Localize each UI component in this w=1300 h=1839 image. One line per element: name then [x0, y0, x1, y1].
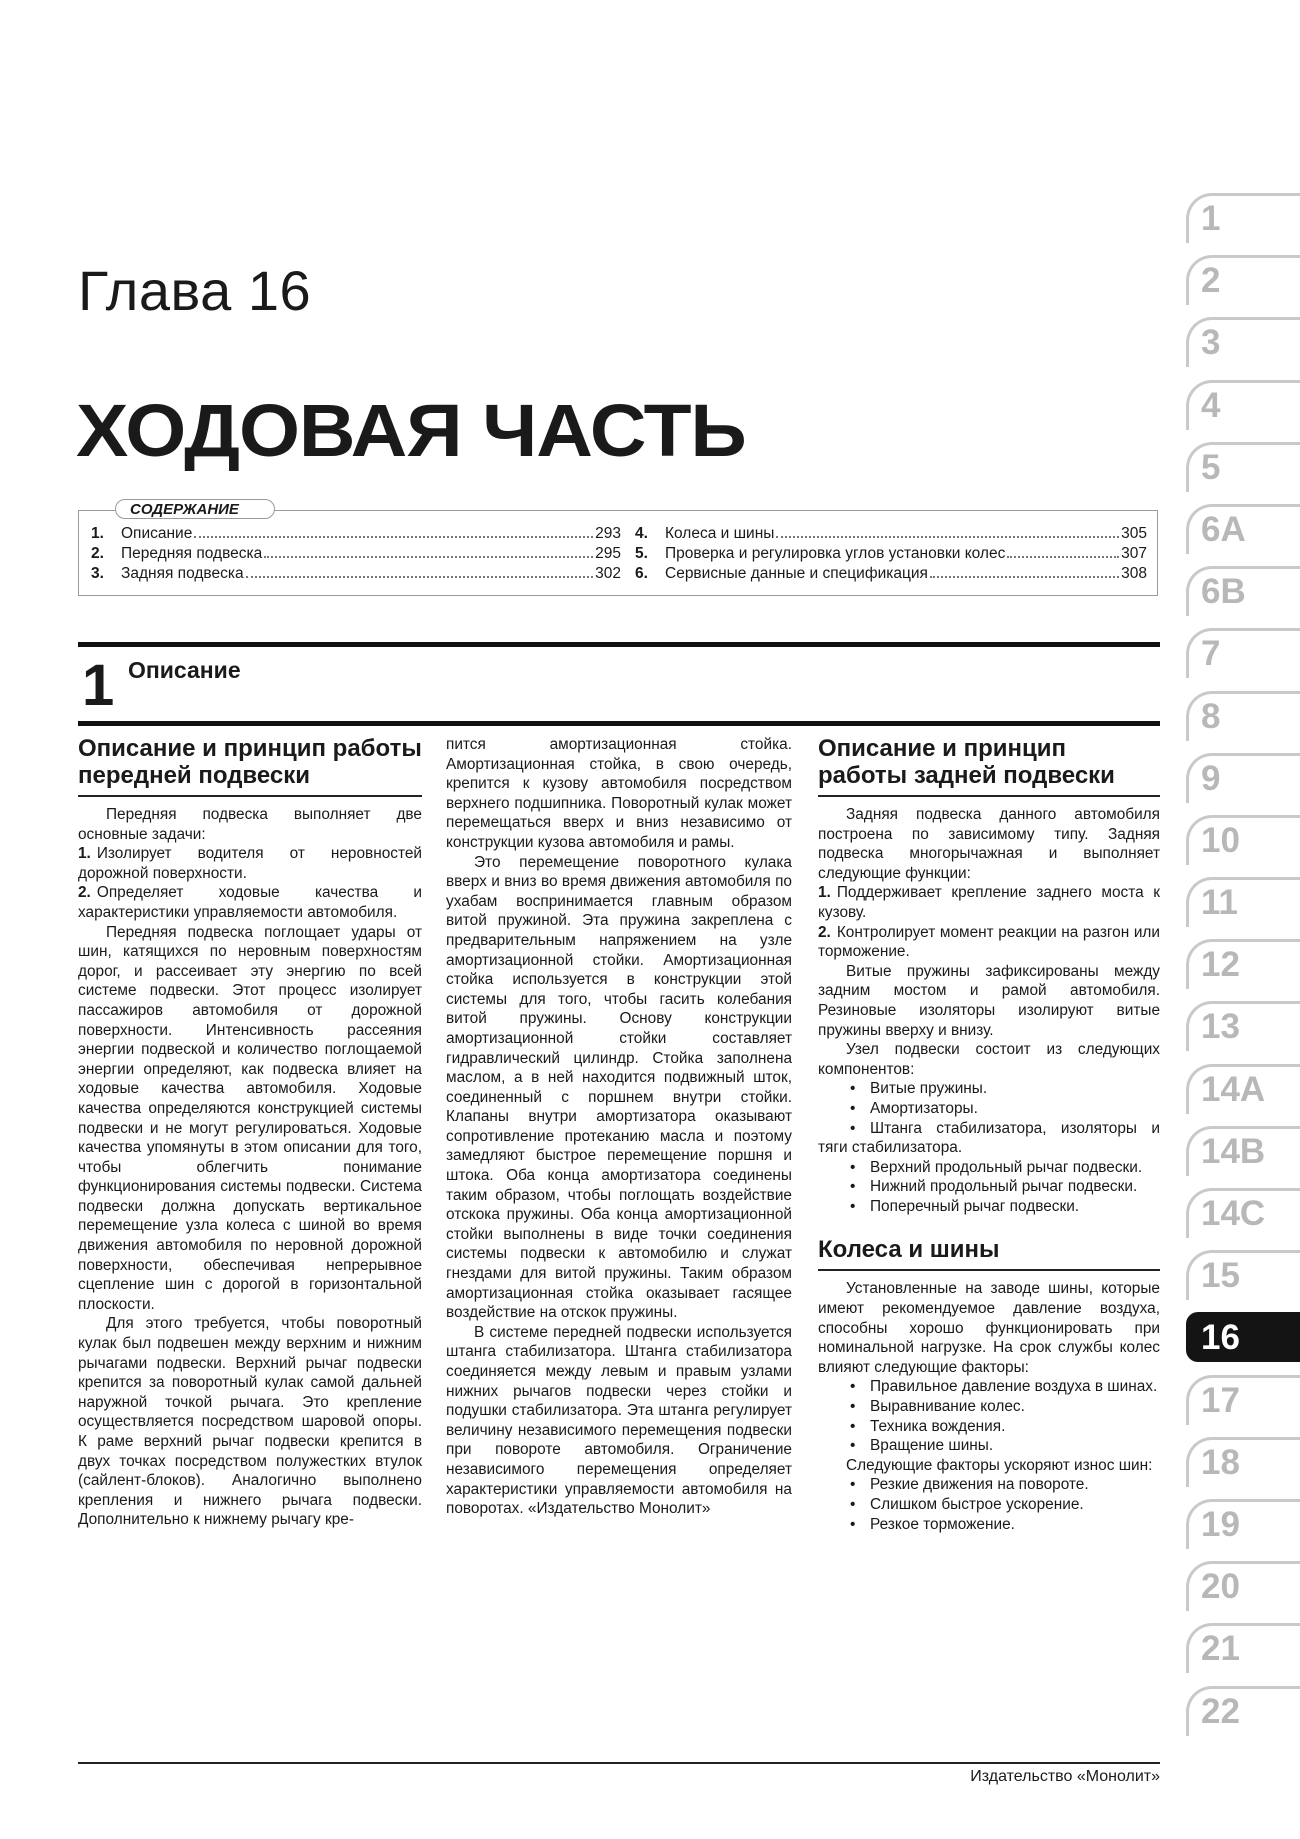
text-column-1	[78, 735, 422, 1530]
section-rule-bottom	[78, 721, 1160, 726]
chapter-tab-13[interactable]: 13	[1186, 1001, 1300, 1051]
chapter-tab-7[interactable]: 7	[1186, 628, 1300, 678]
paragraph: Следующие факторы ускоряют износ шин:	[846, 1456, 1153, 1474]
toc-item-text: Описание	[121, 525, 193, 542]
section-rule-top	[78, 642, 1160, 647]
toc-leader	[930, 576, 1119, 578]
toc-item-text: Колеса и шины	[665, 525, 775, 542]
bullet-list	[818, 1475, 1160, 1534]
list-item: • Витые пружины.	[818, 1079, 1160, 1099]
chapter-tab-12[interactable]: 12	[1186, 939, 1300, 989]
chapter-tab-16-active[interactable]: 16	[1186, 1312, 1300, 1362]
chapter-tab-22[interactable]: 22	[1186, 1686, 1300, 1736]
chapter-tab-9[interactable]: 9	[1186, 753, 1300, 803]
chapter-tab-8[interactable]: 8	[1186, 691, 1300, 741]
toc-item-page: 302	[595, 565, 621, 582]
toc-item-page: 308	[1121, 565, 1147, 582]
toc-item-page: 307	[1121, 545, 1147, 562]
toc-item-text: Проверка и регулировка углов установки колес	[665, 545, 1006, 562]
chapter-tab-20[interactable]: 20	[1186, 1561, 1300, 1611]
chapter-tab-17[interactable]: 17	[1186, 1375, 1300, 1425]
item-number: 2.	[818, 923, 831, 941]
chapter-tabs	[1186, 193, 1300, 1748]
paragraph: Витые пружины зафиксированы между задним мостом и рамой автомобиля. Резиновые изоляторы изолируют витые пружины вверху и внизу.	[818, 962, 1160, 1039]
chapter-tab-19[interactable]: 19	[1186, 1499, 1300, 1549]
item-text: Контролирует момент реакции на разгон или торможение.	[818, 923, 1160, 961]
numbered-item	[818, 883, 1160, 922]
toc-leader	[1007, 556, 1119, 558]
toc-item[interactable]	[91, 545, 621, 565]
table-of-contents	[78, 501, 1158, 596]
toc-column-right	[635, 525, 1147, 585]
paragraph: Это перемещение поворотного кулака вверх и вниз во время движения автомобиля по ухабам воспринимается главным образом витой пружиной. Эта пружина закреплена с предварительным напряжением на узле амортизационной стойки. Амортизационная стойка используется в конструкции этой системы для того, чтобы гасить колебания витой пружины. Основу конструкции амортизационной стойки составляет гидравлический цилиндр. Стойка заполнена маслом, а в ней находится подвижный шток, соединенный с поршнем внутри стойки. Клапаны внутри амортизатора оказывают сопротивление протеканию масла и поэтому замедляют быстрое перемещение поршня и штока. Оба конца амортизатора соединены таким образом, чтобы поглощать воздействие отскока пружины. Оба конца амортизационной стойки выполнены в виде точки соединения системы подвески к автомобилю и служат гнездами для витой пружины. Таким образом амортизационная стойка оказывает гасящее воздействие на отскок пружины.	[446, 853, 792, 1322]
section-title: Описание	[128, 657, 241, 683]
subsection-heading: Описание и принцип работы передней подвески	[78, 735, 422, 797]
item-text: Определяет ходовые качества и характеристики управляемости автомобиля.	[78, 884, 422, 921]
paragraph: Передняя подвеска выполняет две основные задачи:	[78, 806, 422, 843]
item-text: Поддерживает крепление заднего моста к кузову.	[818, 884, 1160, 921]
toc-item-page: 295	[595, 545, 621, 562]
toc-label: СОДЕРЖАНИЕ	[115, 499, 275, 519]
paragraph: Для этого требуется, чтобы поворотный кулак был подвешен между верхним и нижним рычагами подвески. Верхний рычаг подвески крепится за поворотный кулак самой дальней наружной точкой рычага. Это крепление осуществляется посредством шаровой опоры. К раме верхний рычаг подвески крепится в двух точках посредством полужестких втулок (сайлент-блоков). Аналогично выполнено крепления и нижнего рычага подвески. Дополнительно к нижнему рычагу кре-	[78, 1315, 422, 1529]
chapter-tab-3[interactable]: 3	[1186, 317, 1300, 367]
list-item: • Штанга стабилизатора, изоляторы и тяги стабилизатора.	[818, 1119, 1160, 1158]
toc-item-page: 293	[595, 525, 621, 542]
paragraph: Установленные на заводе шины, которые имеют рекомендуемое давление воздуха, способны хорошо функционировать при номинальной нагрузке. На срок службы колес влияют следующие факторы:	[818, 1280, 1160, 1376]
toc-item[interactable]	[91, 565, 621, 585]
toc-item-number: 5.	[635, 545, 648, 562]
list-item: • Резкие движения на повороте.	[818, 1475, 1160, 1495]
list-item: • Вращение шины.	[818, 1436, 1160, 1456]
list-item: • Выравнивание колес.	[818, 1397, 1160, 1417]
toc-item[interactable]	[91, 525, 621, 545]
chapter-tab-21[interactable]: 21	[1186, 1623, 1300, 1673]
footer-rule	[78, 1762, 1160, 1764]
chapter-tab-14b[interactable]: 14B	[1186, 1126, 1300, 1176]
list-item: • Резкое торможение.	[818, 1515, 1160, 1535]
toc-item-text: Задняя подвеска	[121, 565, 244, 582]
numbered-item	[78, 883, 422, 922]
chapter-tab-4[interactable]: 4	[1186, 380, 1300, 430]
paragraph: Узел подвески состоит из следующих компонентов:	[818, 1041, 1160, 1078]
toc-item-number: 6.	[635, 565, 648, 582]
toc-column-left	[91, 525, 621, 585]
toc-item[interactable]	[635, 565, 1147, 585]
paragraph: Передняя подвеска поглощает удары от шин, катящихся по неровным поверхностям дорог, и рассеивает эту энергию по всей системе подвески. Этот процесс изолирует пассажиров автомобиля от дорожной поверхности. Интенсивность рассеяния энергии подвеской и количество поглощаемой энергии определяют, как подвеска влияет на ходовые качества автомобиля. Ходовые качества определяются конструкцией системы подвески и не могут регулироваться. Ходовые качества упомянуты в этом описании для того, чтобы облегчить понимание функционирования системы подвески. Система подвески должна допускать вертикальное перемещение узла колеса с шиной во время движения автомобиля по неровной дорожной поверхности, обеспечивая непрерывное сцепление шин с дорогой в горизонтальной плоскости.	[78, 923, 422, 1313]
chapter-tab-5[interactable]: 5	[1186, 442, 1300, 492]
numbered-item	[818, 923, 1160, 962]
list-item: • Правильное давление воздуха в шинах.	[818, 1377, 1160, 1397]
chapter-tab-11[interactable]: 11	[1186, 877, 1300, 927]
toc-item-text: Передняя подвеска	[121, 545, 263, 562]
footer-publisher: Издательство «Монолит»	[970, 1768, 1160, 1785]
toc-item-number: 4.	[635, 525, 648, 542]
toc-item[interactable]	[635, 545, 1147, 565]
list-item: • Поперечный рычаг подвески.	[818, 1197, 1160, 1217]
toc-item-text: Сервисные данные и спецификация	[665, 565, 928, 582]
toc-item-number: 3.	[91, 565, 104, 582]
paragraph: пится амортизационная стойка. Амортизационная стойка, в свою очередь, крепится к кузову автомобиля посредством верхнего подшипника. Поворотный кулак может перемещаться вверх и вниз независимо от конструкции кузова автомобиля и рамы.	[446, 736, 792, 851]
chapter-tab-6b[interactable]: 6B	[1186, 566, 1300, 616]
paragraph: Задняя подвеска данного автомобиля построена по зависимому типу. Задняя подвеска многорычажная и выполняет следующие функции:	[818, 806, 1160, 882]
chapter-tab-2[interactable]: 2	[1186, 255, 1300, 305]
item-number: 1.	[78, 845, 91, 863]
toc-item-page: 305	[1121, 525, 1147, 542]
chapter-tab-14c[interactable]: 14C	[1186, 1188, 1300, 1238]
bullet-list	[818, 1377, 1160, 1455]
list-item: • Техника вождения.	[818, 1417, 1160, 1437]
toc-item[interactable]	[635, 525, 1147, 545]
list-item: • Слишком быстрое ускорение.	[818, 1495, 1160, 1515]
item-number: 2.	[78, 884, 91, 902]
chapter-label: Глава 16	[78, 259, 312, 322]
item-number: 1.	[818, 884, 831, 902]
chapter-tab-14a[interactable]: 14A	[1186, 1064, 1300, 1114]
list-item: • Амортизаторы.	[818, 1099, 1160, 1119]
toc-item-number: 1.	[91, 525, 104, 542]
toc-leader	[246, 576, 594, 578]
chapter-tab-10[interactable]: 10	[1186, 815, 1300, 865]
text-column-2	[446, 735, 792, 1519]
chapter-tab-1[interactable]: 1	[1186, 193, 1300, 243]
section-number: 1	[82, 653, 115, 718]
page-title: ХОДОВАЯ ЧАСТЬ	[76, 389, 746, 472]
chapter-tab-18[interactable]: 18	[1186, 1437, 1300, 1487]
toc-leader	[264, 556, 593, 558]
subsection-heading: Колеса и шины	[818, 1236, 1160, 1271]
list-item: • Нижний продольный рычаг подвески.	[818, 1177, 1160, 1197]
chapter-tab-6a[interactable]: 6A	[1186, 504, 1300, 554]
toc-item-number: 2.	[91, 545, 104, 562]
toc-leader	[194, 536, 593, 538]
text-column-3	[818, 735, 1160, 1534]
item-text: Изолирует водителя от неровностей дорожной поверхности.	[78, 845, 422, 882]
toc-leader	[776, 536, 1119, 538]
paragraph: В системе передней подвески используется штанга стабилизатора. Штанга стабилизатора соединяется между левым и правым узлами нижних рычагов подвески через стойки и подушки стабилизатора. Эта штанга регулирует величину независимого перемещения подвески при повороте автомобиля. Ограничение независимого перемещения определяет характеристики управляемости автомобиля на поворотах. «Издательство Монолит»	[446, 1323, 792, 1518]
chapter-tab-15[interactable]: 15	[1186, 1250, 1300, 1300]
list-item: • Верхний продольный рычаг подвески.	[818, 1158, 1160, 1178]
numbered-item	[78, 844, 422, 883]
subsection-heading: Описание и принцип работы задней подвески	[818, 735, 1160, 797]
bullet-list	[818, 1079, 1160, 1216]
